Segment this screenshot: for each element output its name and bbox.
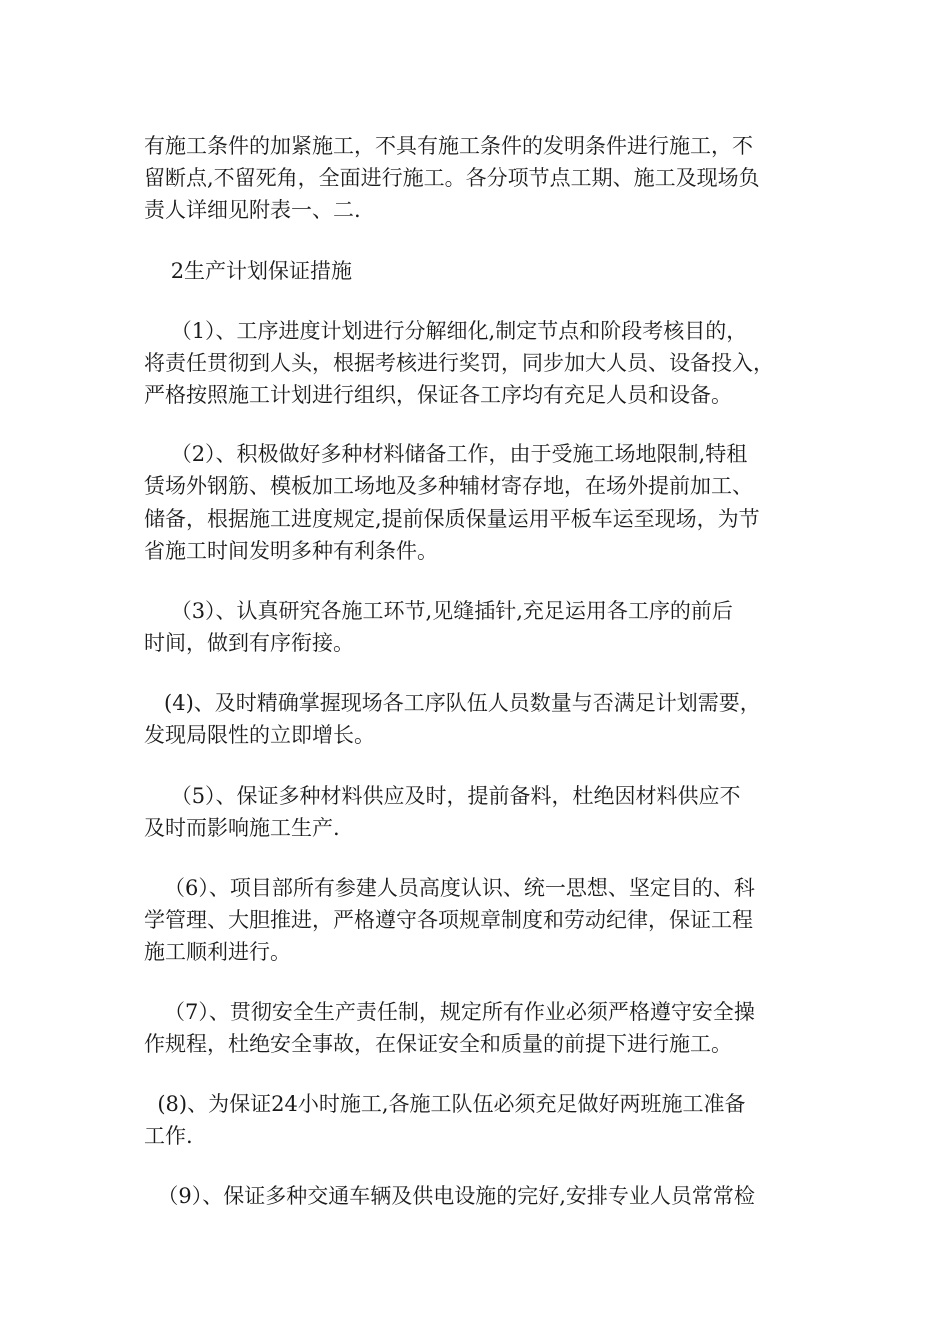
paragraph-line: （5）、保证多种材料供应及时，提前备料，杜绝因材料供应不 [144,784,741,808]
paragraph-line: 留断点,不留死角，全面进行施工。各分项节点工期、施工及现场负 [144,166,760,190]
paragraph-line: （3）、认真研究各施工环节,见缝插针,充足运用各工序的前后 [144,599,733,623]
paragraph-line: （2）、积极做好多种材料储备工作，由于受施工场地限制,特租 [144,442,748,466]
paragraph-line: 有施工条件的加紧施工，不具有施工条件的发明条件进行施工，不 [144,134,753,158]
section-heading: 2生产计划保证措施 [144,259,353,283]
paragraph-line: （1）、工序进度计划进行分解细化,制定节点和阶段考核目的， [144,319,748,343]
paragraph-line: 作规程，杜绝安全事故，在保证安全和质量的前提下进行施工。 [144,1032,732,1056]
paragraph-line: 发现局限性的立即增长。 [144,723,375,747]
paragraph-line: 及时而影响施工生产. [144,816,340,840]
paragraph-line: 严格按照施工计划进行组织，保证各工序均有充足人员和设备。 [144,383,732,407]
paragraph-line: 学管理、大胆推进，严格遵守各项规章制度和劳动纪律，保证工程 [144,908,753,932]
paragraph-line: 将责任贯彻到人头，根据考核进行奖罚，同步加大人员、设备投入， [144,351,774,375]
paragraph-line: (4)、及时精确掌握现场各工序队伍人员数量与否满足计划需要， [144,691,761,715]
paragraph-line: 省施工时间发明多种有利条件。 [144,539,438,563]
paragraph-line: （9）、保证多种交通车辆及供电设施的完好,安排专业人员常常检 [144,1184,755,1208]
paragraph-line: 施工顺利进行。 [144,940,291,964]
paragraph-line: 储备，根据施工进度规定,提前保质保量运用平板车运至现场，为节 [144,507,760,531]
paragraph-line: 工作. [144,1124,193,1148]
paragraph-line: 时间，做到有序衔接。 [144,631,354,655]
paragraph-line: 责人详细见附表一、二. [144,198,361,222]
paragraph-line: (8)、为保证24小时施工,各施工队伍必须充足做好两班施工准备 [144,1092,746,1116]
paragraph-line: 赁场外钢筋、模板加工场地及多种辅材寄存地，在场外提前加工、 [144,474,753,498]
paragraph-line: （7）、贯彻安全生产责任制，规定所有作业必须严格遵守安全操 [144,1000,755,1024]
paragraph-line: （6）、项目部所有参建人员高度认识、统一思想、坚定目的、科 [144,876,755,900]
